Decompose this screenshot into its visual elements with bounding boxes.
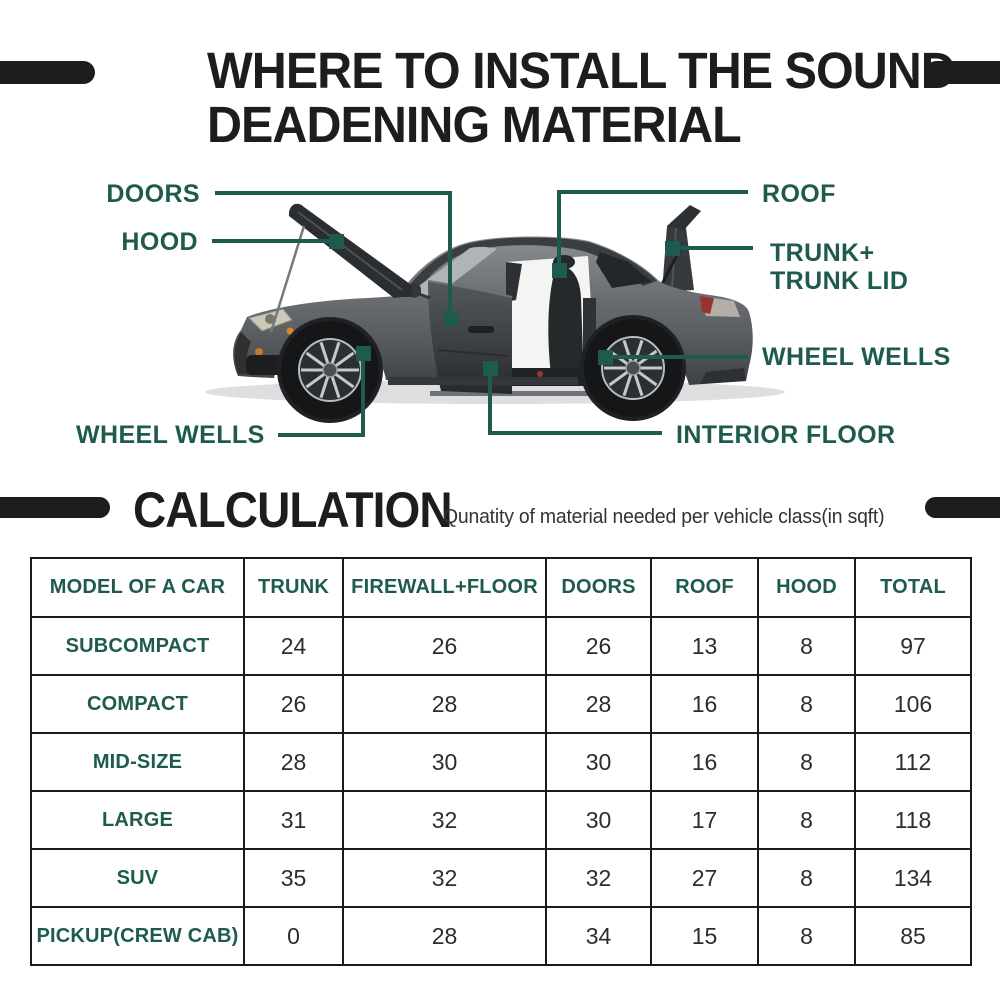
col-header-doors: DOORS bbox=[546, 558, 651, 617]
cell-trunk: 0 bbox=[244, 907, 343, 965]
cell-total: 112 bbox=[855, 733, 971, 791]
interior-floor-marker bbox=[483, 361, 498, 376]
rear-wheel bbox=[580, 315, 686, 421]
cell-trunk: 35 bbox=[244, 849, 343, 907]
cell-doors: 26 bbox=[546, 617, 651, 675]
cell-hood: 8 bbox=[758, 675, 855, 733]
trunk-label bbox=[770, 239, 908, 295]
col-header-firewall-floor: FIREWALL+FLOOR bbox=[343, 558, 546, 617]
cell-firewall-floor: 32 bbox=[343, 791, 546, 849]
row-model: LARGE bbox=[31, 791, 244, 849]
row-model: PICKUP(CREW CAB) bbox=[31, 907, 244, 965]
calculation-heading: CALCULATION bbox=[133, 482, 452, 538]
col-header-roof: ROOF bbox=[651, 558, 758, 617]
trunk-label-line1: TRUNK+ bbox=[770, 239, 875, 267]
cell-total: 106 bbox=[855, 675, 971, 733]
cell-hood: 8 bbox=[758, 733, 855, 791]
cell-roof: 17 bbox=[651, 791, 758, 849]
cell-doors: 34 bbox=[546, 907, 651, 965]
table-row bbox=[31, 791, 971, 849]
calc-right-bar bbox=[925, 497, 1000, 518]
trunk-marker bbox=[665, 241, 680, 256]
page-title-line2: DEADENING MATERIAL bbox=[207, 96, 741, 153]
table-header-row bbox=[31, 558, 971, 617]
cell-hood: 8 bbox=[758, 617, 855, 675]
doors-marker bbox=[443, 311, 458, 326]
cell-roof: 16 bbox=[651, 675, 758, 733]
cell-firewall-floor: 32 bbox=[343, 849, 546, 907]
wheel-wells-left-marker bbox=[356, 346, 371, 361]
calculation-table bbox=[30, 557, 972, 966]
cell-total: 118 bbox=[855, 791, 971, 849]
cell-trunk: 24 bbox=[244, 617, 343, 675]
cell-total: 85 bbox=[855, 907, 971, 965]
front-wheel bbox=[277, 317, 383, 423]
under-door-shadow bbox=[430, 391, 600, 396]
col-header-model: MODEL OF A CAR bbox=[31, 558, 244, 617]
table-row bbox=[31, 907, 971, 965]
cell-hood: 8 bbox=[758, 791, 855, 849]
cell-roof: 27 bbox=[651, 849, 758, 907]
cell-firewall-floor: 28 bbox=[343, 675, 546, 733]
calc-left-bar bbox=[0, 497, 110, 518]
row-model: COMPACT bbox=[31, 675, 244, 733]
cell-total: 97 bbox=[855, 617, 971, 675]
table-row bbox=[31, 733, 971, 791]
table-row bbox=[31, 617, 971, 675]
wheel-wells-right-marker bbox=[598, 350, 613, 365]
page-title bbox=[207, 44, 955, 152]
table-row bbox=[31, 675, 971, 733]
trunk-label-line2: TRUNK LID bbox=[770, 267, 909, 295]
col-header-trunk: TRUNK bbox=[244, 558, 343, 617]
row-model: SUBCOMPACT bbox=[31, 617, 244, 675]
cell-roof: 16 bbox=[651, 733, 758, 791]
top-left-bar bbox=[0, 61, 95, 84]
row-model: SUV bbox=[31, 849, 244, 907]
cell-doors: 28 bbox=[546, 675, 651, 733]
roof-label: ROOF bbox=[762, 180, 836, 208]
col-header-total: TOTAL bbox=[855, 558, 971, 617]
row-model: MID-SIZE bbox=[31, 733, 244, 791]
cell-trunk: 28 bbox=[244, 733, 343, 791]
rocker-panel bbox=[388, 377, 578, 385]
col-header-hood: HOOD bbox=[758, 558, 855, 617]
wheel-wells-right-label: WHEEL WELLS bbox=[762, 343, 951, 371]
cell-total: 134 bbox=[855, 849, 971, 907]
cell-doors: 32 bbox=[546, 849, 651, 907]
interior-floor-label: INTERIOR FLOOR bbox=[676, 421, 896, 449]
cell-firewall-floor: 28 bbox=[343, 907, 546, 965]
calculation-subtitle: Qunatity of material needed per vehicle class(in sqft) bbox=[443, 506, 885, 528]
cell-hood: 8 bbox=[758, 907, 855, 965]
wheel-wells-left-label: WHEEL WELLS bbox=[76, 421, 265, 449]
cell-trunk: 26 bbox=[244, 675, 343, 733]
cell-trunk: 31 bbox=[244, 791, 343, 849]
doors-label: DOORS bbox=[106, 180, 200, 208]
hood-marker bbox=[329, 234, 344, 249]
cell-doors: 30 bbox=[546, 733, 651, 791]
cell-doors: 30 bbox=[546, 791, 651, 849]
cell-roof: 13 bbox=[651, 617, 758, 675]
page-title-line1: WHERE TO INSTALL THE SOUND bbox=[207, 42, 955, 99]
table-row bbox=[31, 849, 971, 907]
cell-roof: 15 bbox=[651, 907, 758, 965]
hood-label: HOOD bbox=[121, 228, 198, 256]
cell-firewall-floor: 30 bbox=[343, 733, 546, 791]
cell-hood: 8 bbox=[758, 849, 855, 907]
roof-marker bbox=[552, 263, 567, 278]
cell-firewall-floor: 26 bbox=[343, 617, 546, 675]
